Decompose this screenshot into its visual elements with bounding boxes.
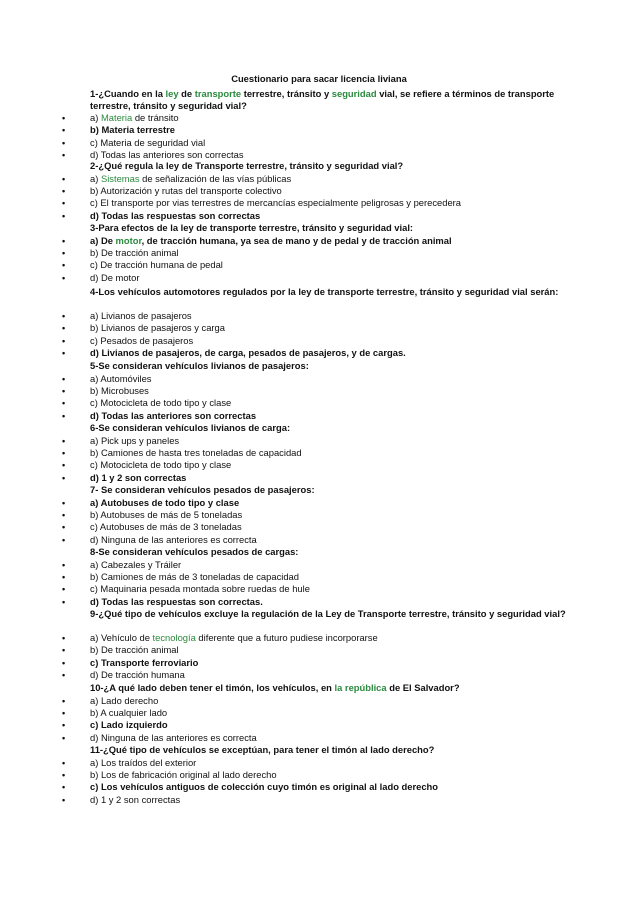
text-segment: a) De [90,234,116,246]
text-segment: de [178,88,195,99]
answer-option [90,435,610,447]
text-segment: a) [90,112,101,123]
text-segment: d) Ninguna de las anteriores es correcta [90,533,257,545]
text-segment: a) Automóviles [90,372,152,384]
text-segment: 10-¿A qué lado deben tener el timón, los vehículos, en [90,682,335,693]
text-segment: d) Livianos de pasajeros, de carga, pesados de pasajeros, y de cargas. [90,347,406,359]
question-text [90,160,590,172]
bullet-icon [62,459,70,467]
bullet-icon [62,137,70,145]
answer-option [90,794,610,806]
text-segment: c) Transporte ferroviario [90,656,199,668]
text-segment: b) Livianos de pasajeros y carga [90,322,225,334]
text-segment: 8-Se consideran vehículos pesados de cargas: [90,546,299,557]
text-segment: b) Autorización y rutas del transporte colectivo [90,184,282,196]
answer-option [90,112,610,124]
bullet-icon [62,781,70,789]
answer-option-correct [90,124,610,136]
answer-option [90,259,610,271]
answer-option [90,247,610,259]
bullet-icon [62,644,70,652]
bullet-icon [62,347,70,355]
answer-option-correct [90,410,610,422]
text-segment: , de tracción humana, ya sea de mano y de pedal y de tracción animal [141,234,452,246]
question-text [90,744,590,756]
text-segment: a) Autobuses de todo tipo y clase [90,496,240,508]
bullet-icon [62,112,70,120]
bullet-icon [62,657,70,665]
answer-option [90,447,610,459]
bullet-icon [62,497,70,505]
question-text [90,608,590,620]
text-segment: a) Los traídos del exterior [90,756,197,768]
page-title: Cuestionario para sacar licencia liviana [231,73,407,84]
answer-option [90,632,610,644]
bullet-icon [62,410,70,418]
bullet-icon [62,707,70,715]
text-segment: a) [90,172,101,184]
text-segment: b) Camiones de hasta tres toneladas de capacidad [90,446,302,458]
bullet-icon [62,632,70,640]
text-segment: a) Pick ups y paneles [90,434,180,446]
text-segment: c) Maquinaria pesada montada sobre ruedas de hule [90,583,310,595]
text-segment: c) El transporte por vias terrestres de mercancías especialmente peligrosas y perecedera [90,197,462,209]
question-text [90,88,590,111]
text-segment: c) Materia de seguridad vial [90,136,206,148]
text-segment: b) De tracción animal [90,246,179,258]
question-text [90,682,590,694]
text-segment: c) Lado izquierdo [90,719,168,731]
bullet-icon [62,669,70,677]
text-segment: d) De motor [90,271,140,283]
bullet-icon [62,534,70,542]
text-segment: c) De tracción humana de pedal [90,259,223,271]
text-segment: de El Salvador? [386,682,460,693]
text-segment: 3-Para efectos de la ley de transporte terrestre, tránsito y seguridad vial: [90,222,414,233]
answer-option-correct [90,719,610,731]
highlighted-link-text[interactable]: Sistemas [100,172,140,184]
bullet-icon [62,373,70,381]
bullet-icon [62,397,70,405]
answer-option [90,695,610,707]
answer-option [90,459,610,471]
answer-option [90,509,610,521]
answer-option-correct [90,781,610,793]
text-segment: terrestre, tránsito y [241,88,332,99]
text-segment: 11-¿Qué tipo de vehículos se exceptúan, para tener el timón al lado derecho? [90,744,435,755]
answer-option [90,173,610,185]
text-segment: d) Ninguna de las anteriores es correcta [90,731,257,743]
bullet-icon [62,794,70,802]
bullet-icon [62,559,70,567]
question-text [90,286,590,298]
text-segment: b) A cualquier lado [90,706,168,718]
answer-option-correct [90,472,610,484]
answer-option [90,707,610,719]
answer-option-correct [90,347,610,359]
question-text [90,422,590,434]
text-segment: b) Camiones de más de 3 toneladas de capacidad [90,570,299,582]
bullet-icon [62,435,70,443]
text-segment: vial, se refiere a términos de transporte terrestre, tránsito y seguridad vial? [90,88,555,111]
text-segment: 4-Los vehículos automotores regulados por la ley de transporte terrestre, tránsito y seguridad vial serán: [90,286,559,297]
bullet-icon [62,247,70,255]
bullet-icon [62,447,70,455]
answer-option-correct [90,210,610,222]
highlighted-link-text[interactable]: tecnología [152,632,196,643]
text-segment: a) Cabezales y Tráiler [90,558,182,570]
text-segment: diferente que a futuro pudiese incorporarse [195,632,378,643]
text-segment: 1-¿Cuando en la [90,88,166,99]
bullet-icon [62,259,70,267]
bullet-icon [62,472,70,480]
text-segment: d) Todas las respuestas son correctas [90,209,261,221]
answer-option-correct [90,657,610,669]
highlighted-link-text[interactable]: Materia [100,112,133,123]
bullet-icon [62,521,70,529]
answer-option [90,310,610,322]
text-segment: d) 1 y 2 son correctas [90,793,181,805]
answer-option-correct [90,596,610,608]
text-segment: c) Autobuses de más de 3 toneladas [90,521,242,533]
text-segment: b) Microbuses [90,384,149,396]
highlighted-link-text[interactable]: la república [334,682,387,693]
text-segment: a) Livianos de pasajeros [90,310,192,321]
text-segment: b) De tracción animal [90,644,179,656]
bullet-icon [62,335,70,343]
bullet-icon [62,149,70,157]
highlighted-link-text[interactable]: transporte [194,88,242,99]
bullet-icon [62,235,70,243]
text-segment: c) Motocicleta de todo tipo y clase [90,397,232,409]
question-text [90,222,590,234]
highlighted-link-text[interactable]: motor [115,234,142,246]
bullet-icon [62,124,70,132]
text-segment: 5-Se consideran vehículos livianos de pasajeros: [90,360,309,371]
answer-option [90,373,610,385]
bullet-icon [62,185,70,193]
answer-option [90,385,610,397]
bullet-icon [62,509,70,517]
answer-option [90,769,610,781]
answer-option [90,322,610,334]
answer-option [90,669,610,681]
text-segment: d) De tracción humana [90,669,185,681]
bullet-icon [62,385,70,393]
answer-option [90,732,610,744]
answer-option [90,335,610,347]
bullet-icon [62,272,70,280]
highlighted-link-text[interactable]: ley [165,88,179,99]
bullet-icon [62,757,70,765]
answer-option [90,521,610,533]
text-segment: d) Todas las anteriores son correctas [90,149,244,161]
bullet-icon [62,695,70,703]
text-segment: 2-¿Qué regula la ley de Transporte terrestre, tránsito y seguridad vial? [90,160,404,171]
text-segment: b) Los de fabricación original al lado derecho [90,768,277,780]
bullet-icon [62,210,70,218]
text-segment: c) Pesados de pasajeros [90,334,194,346]
bullet-icon [62,719,70,727]
answer-option [90,397,610,409]
answer-option [90,571,610,583]
answer-option [90,534,610,546]
bullet-icon [62,732,70,740]
answer-option [90,137,610,149]
bullet-icon [62,197,70,205]
answer-option-correct [90,497,610,509]
bullet-icon [62,322,70,330]
text-segment: d) Todas las respuestas son correctas. [90,595,263,607]
text-segment: c) Los vehículos antiguos de colección cuyo timón es original al lado derecho [90,781,438,793]
bullet-icon [62,310,70,318]
question-text [90,546,590,558]
answer-option-correct [90,235,610,247]
bullet-icon [62,173,70,181]
answer-option [90,185,610,197]
bullet-icon [62,769,70,777]
answer-option [90,197,610,209]
text-segment: 6-Se consideran vehículos livianos de carga: [90,422,291,433]
question-text [90,360,590,372]
bullet-icon [62,571,70,579]
answer-option [90,644,610,656]
answer-option [90,559,610,571]
answer-option [90,272,610,284]
text-segment: de señalización de las vías públicas [139,172,292,184]
bullet-icon [62,583,70,591]
highlighted-link-text[interactable]: seguridad [331,88,377,99]
text-segment: b) Autobuses de más de 5 toneladas [90,508,243,520]
text-segment: de tránsito [132,112,179,123]
text-segment: 9-¿Qué tipo de vehículos excluye la regulación de la Ley de Transporte terrestre, tránsito y seguridad vial? [90,608,566,619]
text-segment: d) Todas las anteriores son correctas [90,409,257,421]
question-text [90,484,590,496]
text-segment: d) 1 y 2 son correctas [90,471,187,483]
answer-option [90,757,610,769]
text-segment: b) Materia terrestre [90,124,175,136]
bullet-icon [62,596,70,604]
text-segment: a) Vehículo de [90,632,153,643]
text-segment: c) Motocicleta de todo tipo y clase [90,459,232,471]
text-segment: 7- Se consideran vehículos pesados de pasajeros: [90,484,315,495]
answer-option [90,583,610,595]
text-segment: a) Lado derecho [90,694,159,706]
